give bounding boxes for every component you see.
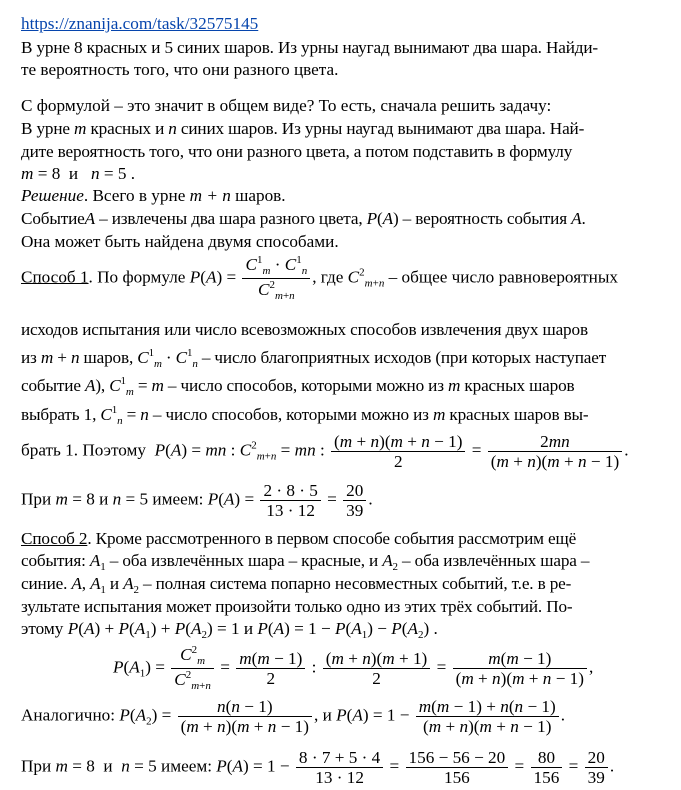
- pa1-frac-4: $\frac{m(m - 1)}{(m + n)(m + n - 1)}$: [453, 650, 587, 687]
- question-line-4: m = 8 и n = 5 .: [21, 164, 136, 183]
- event-definition: СобытиеA – извлечены два шара разного цвета, P(A) – вероятность события A.: [21, 209, 586, 228]
- source-link-line: [21, 15, 258, 32]
- way1-numeric-result: $\frac{20}{39}$: [343, 482, 366, 519]
- way2-title: Способ 2: [21, 529, 88, 548]
- way1-main-fraction: $\frac{C^1_m \cdot C^1_n}{C^2_{m+n}}$: [242, 255, 310, 302]
- way1-line-5: выбрать 1, $C^1_n = n$ – число способов, которыми можно из m красных шаров вы-: [21, 404, 589, 427]
- final-frac-1: $\frac{8 \cdot 7 + 5 \cdot 4}{13 \cdot 12}$: [296, 749, 383, 786]
- way1-line-3: из m + n шаров, $C^1_m \cdot C^1_n$ – число благоприятных исходов (при которых наступает: [21, 347, 607, 370]
- way2-line-1: Способ 2. Кроме рассмотренного в первом способе события рассмотрим ещё: [21, 529, 577, 548]
- pa1-frac-3: $\frac{(m + n)(m + 1)}{2}$: [323, 650, 431, 687]
- source-link[interactable]: https://znanija.com/task/32575145: [21, 14, 259, 33]
- question-line-1: С формулой – это значит в общем виде? То есть, сначала решить задачу:: [21, 96, 552, 115]
- pa1-frac-2: $\frac{m(m - 1)}{2}$: [236, 650, 305, 687]
- way2-line-2: события: $A_1$ – оба извлечённых шара – красные, и $A_2$ – оба извлечённых шара –: [21, 551, 590, 573]
- way1-frac-total: $\frac{(m + n)(m + n - 1)}{2}$: [331, 433, 465, 470]
- pa2-frac: $\frac{n(n - 1)}{(m + n)(m + n - 1)}$: [178, 698, 312, 735]
- way1-formula-line: Способ 1. По формуле P(A) = $\frac{C^1_m \cdot C^1_n}{C^2_{m+n}}$ , где $C^2_{m+n}$ – общее число равновероятных: [21, 254, 618, 302]
- question-line-3: дите вероятность того, что они разного цвета, а потом подставить в формулу: [21, 142, 573, 161]
- way2-line-3: синие. A, $A_1$ и $A_2$ – полная система попарно несовместных событий, т.е. в ре-: [21, 574, 572, 596]
- way1-substitution: При m = 8 и n = 5 имеем: P(A) = $\frac{2 \cdot 8 \cdot 5}{13 \cdot 12}$ = $\frac{20}{39}$ .: [21, 481, 373, 521]
- pa-complement-frac: $\frac{m(m - 1) + n(n - 1)}{(m + n)(m + n - 1)}$: [416, 698, 559, 735]
- way2-similarly-line: Аналогично: $P(A_2)$ = $\frac{n(n - 1)}{(m + n)(m + n - 1)}$ , и P(A) = 1 − $\frac{m(m - 1) + n(n - 1)}{(m + n)(m + n - 1)}$ .: [21, 697, 566, 737]
- way2-final-line: При m = 8 и n = 5 имеем: P(A) = 1 − $\frac{8 \cdot 7 + 5 \cdot 4}{13 \cdot 12}$ = $\frac{156 - 56 - 20}{156}$ = $\frac{80}{156}$ = $\frac{20}{39}$ .: [21, 748, 615, 788]
- way1-numeric-frac: $\frac{2 \cdot 8 \cdot 5}{13 \cdot 12}$: [260, 482, 320, 519]
- way1-frac-result: $\frac{2mn}{(m + n)(m + n - 1)}$: [488, 433, 622, 470]
- way2-line-5: этому $P(A) + P(A_1) + P(A_2) = 1$ и $P(A) = 1 - P(A_1) - P(A_2)$ .: [21, 619, 438, 641]
- problem-line-1: В урне 8 красных и 5 синих шаров. Из урны наугад вынимают два шара. Найди-: [21, 38, 598, 57]
- way2-pa1-formula: $P(A_1)$ = $\frac{C^2_m}{C^2_{m+n}}$ = $\frac{m(m - 1)}{2}$ : $\frac{(m + n)(m + 1)}{2}$ = $\frac{m(m - 1)}{(m + n)(m + n - 1)}$ ,: [113, 644, 594, 692]
- question-line-2: В урне m красных и n синих шаров. Из урны наугад вынимают два шара. Най-: [21, 119, 585, 138]
- two-ways-line: Она может быть найдена двумя способами.: [21, 232, 339, 251]
- problem-line-2: те вероятность того, что они разного цвета.: [21, 60, 339, 79]
- final-frac-3: $\frac{80}{156}$: [531, 749, 563, 786]
- way1-title: Способ 1: [21, 267, 89, 287]
- pa1-frac-1: $\frac{C^2_m}{C^2_{m+n}}$: [171, 645, 214, 692]
- final-frac-4: $\frac{20}{39}$: [585, 749, 608, 786]
- way1-line-2: исходов испытания или число всевозможных способов извлечения двух шаров: [21, 320, 588, 339]
- way1-line-6: брать 1. Поэтому P(A) = mn : $C^2_{m+n}$ = mn : $\frac{(m + n)(m + n - 1)}{2}$ = $\frac{2mn}{(m + n)(m + n - 1)}$ .: [21, 432, 629, 472]
- final-frac-2: $\frac{156 - 56 - 20}{156}$: [406, 749, 509, 786]
- solution-intro: Решение. Всего в урне m + n шаров.: [21, 186, 286, 205]
- way2-line-4: зультате испытания может произойти только одно из этих трёх событий. По-: [21, 597, 573, 616]
- way1-line-4: событие A), $C^1_m = m$ – число способов, которыми можно из m красных шаров: [21, 375, 575, 398]
